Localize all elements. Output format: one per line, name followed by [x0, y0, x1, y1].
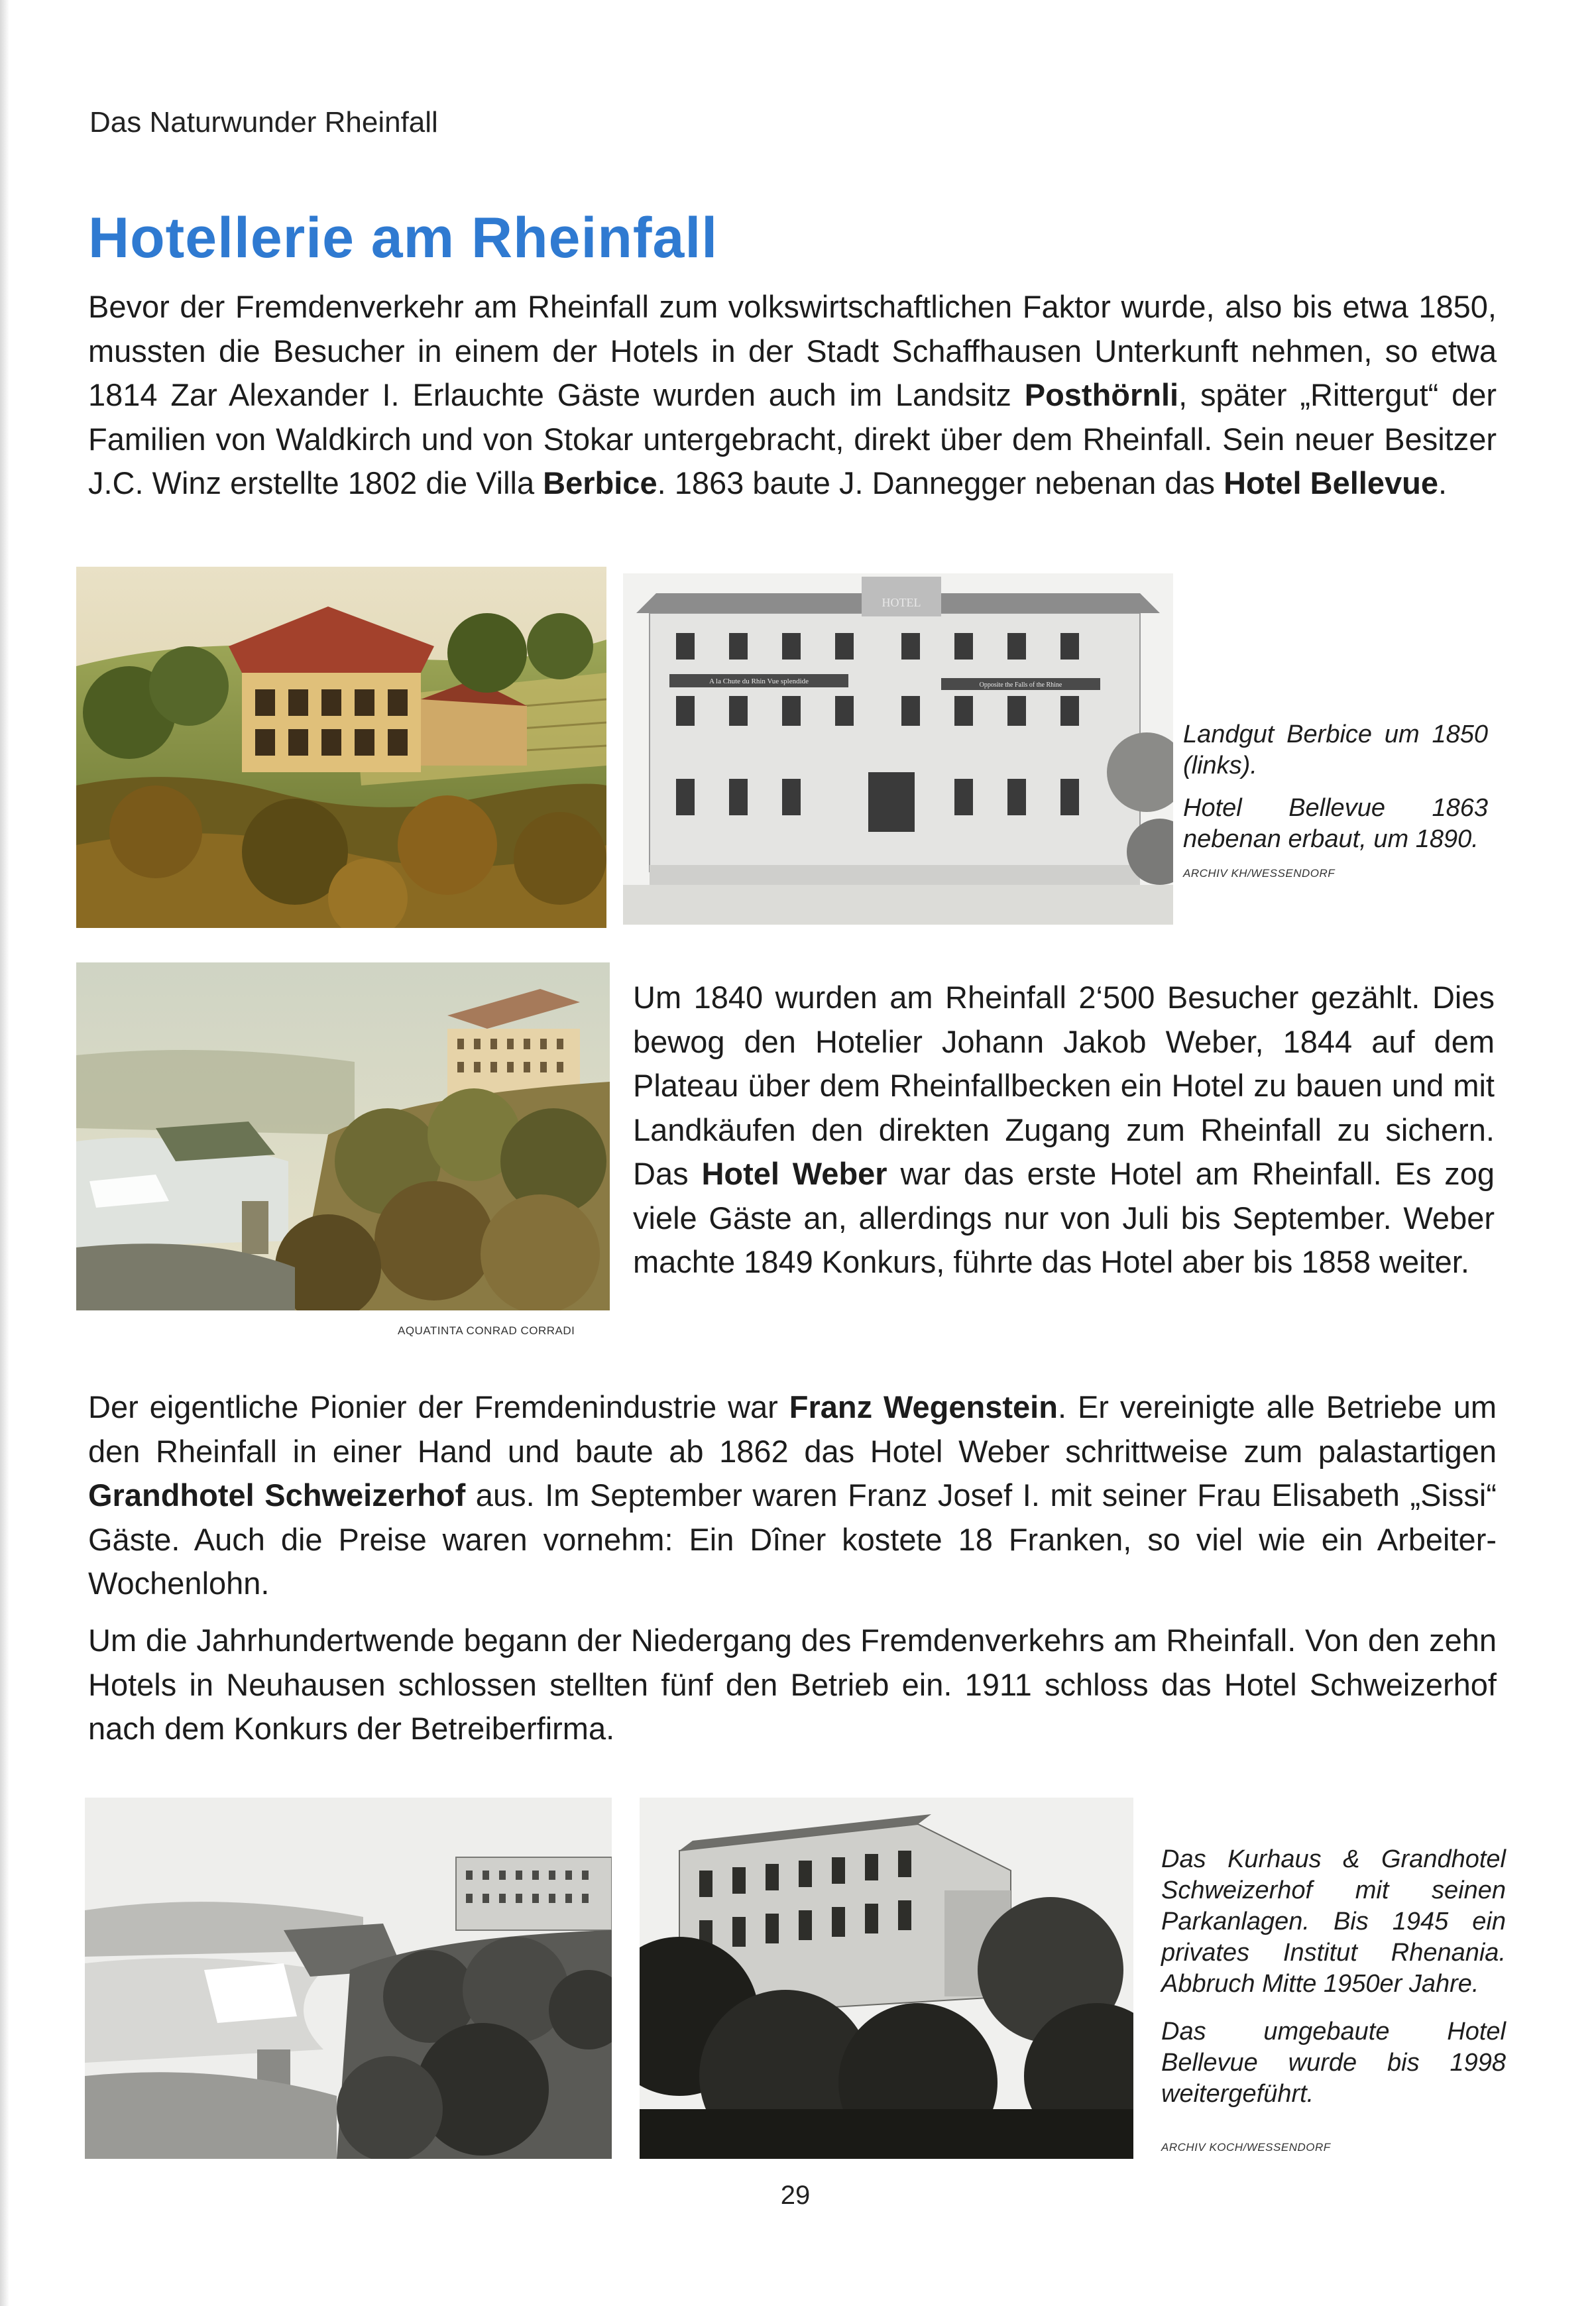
intro-text-4: .	[1438, 465, 1448, 500]
intro-bold-bellevue: Hotel Bellevue	[1224, 465, 1438, 500]
intro-text-3: . 1863 baute J. Dannegger nebenan das	[657, 465, 1224, 500]
bellevue-sign-top: HOTEL	[882, 596, 921, 609]
decline-paragraph: Um die Jahrhundertwende begann der Niedergang des Fremdenverkehrs am Rheinfall. Von den zehn Hotels in Neuhausen schlossen stellten fünf den Betrieb ein. 1911 schloss das Hotel Schweizerhof nach dem Konkurs der Betreiberfirma.	[88, 1623, 1497, 1746]
weber-text-2: war das erste Hotel am Rheinfall. Es zog viele Gäste an, allerdings nur von Juli bis September. Weber machte 1849 Konkurs, führte das Hotel aber bis 1858 weiter.	[633, 1156, 1495, 1279]
figure1-caption-bellevue: Hotel Bellevue 1863 nebenan erbaut, um 1890.	[1183, 794, 1488, 853]
figure1-credit: ARCHIV KH/WESSENDORF	[1183, 867, 1336, 880]
schweizerhof-engraving	[85, 1798, 612, 2159]
pioneer-text-3: aus. Im September waren Franz Josef I. mit seiner Frau Elisabeth „Sissi“ Gäste. Auch die Preise waren vornehm: Ein Dîner kostete 18 Franken, so viel wie ein Arbeiter-Wochenlohn.	[88, 1477, 1497, 1601]
pioneer-text-2: . Er vereinigte alle Betriebe um den Rheinfall in einer Hand und baute ab 1862 das Hotel Weber schrittweise zum palastartigen	[88, 1389, 1497, 1469]
landgut-berbice-image	[76, 567, 606, 928]
weber-paragraph	[633, 976, 1495, 1285]
intro-paragraph	[88, 285, 1497, 506]
hotel-weber-aquatint	[76, 962, 610, 1310]
figure2-credit: AQUATINTA CONRAD CORRADI	[398, 1324, 575, 1337]
page-title: Hotellerie am Rheinfall	[88, 206, 718, 270]
pioneer-text-1: Der eigentliche Pionier der Fremdenindustrie war	[88, 1389, 789, 1424]
weber-text-1: Um 1840 wurden am Rheinfall 2‘500 Besucher gezählt. Dies bewog den Hotelier Johann Jakob Weber, 1844 auf dem Plateau über dem Rheinfallbecken ein Hotel zu bauen und mit Landkäufen den direkten Zugang zum Rheinfall zu sichern. Das	[633, 980, 1495, 1191]
hotel-bellevue-photo	[623, 573, 1173, 925]
scan-edge-shadow	[0, 0, 9, 2306]
figure1-caption-berbice: Landgut Berbice um 1850 (links).	[1183, 721, 1488, 779]
intro-text-1: Bevor der Fremdenverkehr am Rheinfall zum volkswirtschaftlichen Faktor wurde, also bis etwa 1850, mussten die Besucher in einem der Hotels in der Stadt Schaffhausen Unterkunft nehmen, so etwa 1814 Zar Alexander I. Erlauchte Gäste wurden auch im Landsitz	[88, 289, 1497, 412]
intro-text-2: , später „Rittergut“ der Familien von Waldkirch und von Stokar untergebracht, direkt über dem Rheinfall. Sein neuer Besitzer J.C. Winz erstellte 1802 die Villa	[88, 377, 1497, 500]
bellevue-sign-left: A la Chute du Rhin Vue splendide	[709, 677, 809, 685]
page-number: 29	[780, 2181, 811, 2210]
figure3-credit: ARCHIV KOCH/WESSENDORF	[1161, 2141, 1331, 2154]
bellevue-sign-right: Opposite the Falls of the Rhine	[979, 681, 1062, 689]
hotel-bellevue-later-photo	[640, 1798, 1133, 2159]
weber-bold-hotel-weber: Hotel Weber	[701, 1156, 887, 1191]
pioneer-bold-schweizerhof: Grandhotel Schweizerhof	[88, 1477, 466, 1513]
figure3-caption-schweizerhof: Das Kurhaus & Grandhotel Schweizerhof mit seinen Parkanlagen. Bis 1945 ein privates Institut Rhenania. Abbruch Mitte 1950er Jahre.	[1161, 1845, 1506, 1998]
intro-bold-posthoernli: Posthörnli	[1024, 377, 1179, 412]
pioneer-paragraph	[88, 1385, 1497, 1606]
intro-bold-berbice: Berbice	[543, 465, 657, 500]
figure3-caption-bellevue: Das umgebaute Hotel Bellevue wurde bis 1998 weitergeführt.	[1161, 2018, 1506, 2108]
running-header: Das Naturwunder Rheinfall	[89, 106, 438, 139]
pioneer-bold-wegenstein: Franz Wegenstein	[789, 1389, 1058, 1424]
